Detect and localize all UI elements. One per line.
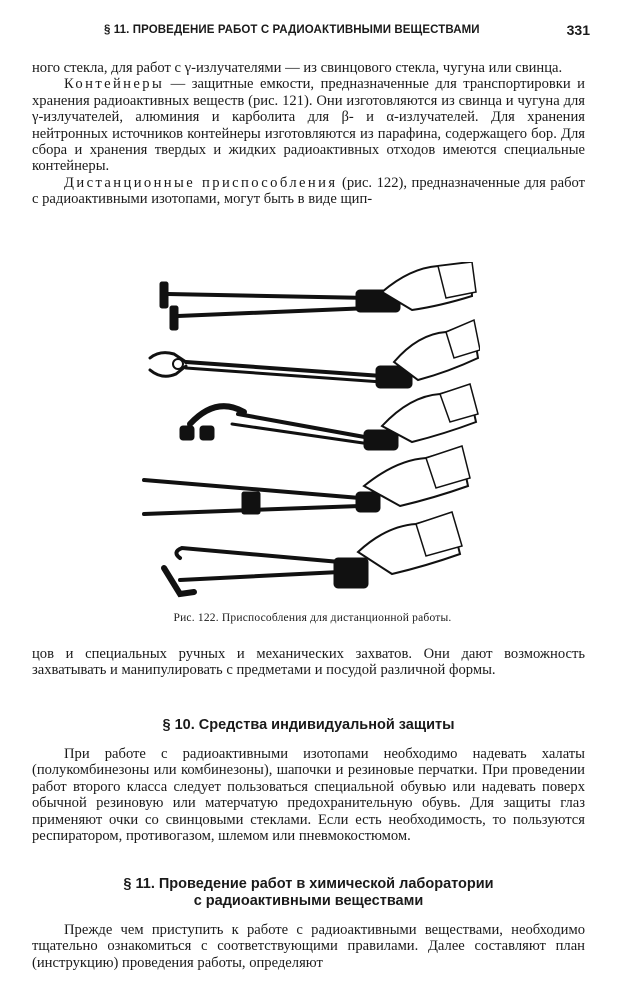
tool-hook-grip bbox=[164, 512, 462, 594]
term-remote-devices: Дистанционные приспособления bbox=[64, 174, 338, 191]
page-header bbox=[32, 22, 590, 42]
tool-tongs-t-jaws bbox=[160, 262, 476, 330]
figure-caption: Рис. 122. Приспособления для дистанционной работы. bbox=[173, 612, 452, 624]
section-11-title-line1: § 11. Проведение работ в химической лаборатории bbox=[123, 876, 494, 892]
term-containers: Контейнеры bbox=[64, 76, 165, 93]
section-11-text bbox=[32, 922, 585, 971]
tool-fork-grip bbox=[150, 320, 480, 388]
tool-ring-clamp bbox=[180, 384, 478, 450]
section-10-text bbox=[32, 746, 585, 844]
paragraph-lab-work: Прежде чем приступить к работе с радиоактивными веществами, необходимо тщательно ознакомиться с соответствующими правилами. Далее составляют план (инструкцию) проведения работы, определяют bbox=[32, 922, 585, 971]
section-10-title: § 10. Средства индивидуальной защиты bbox=[162, 717, 455, 733]
paragraph-glass: ного стекла, для работ с γ-излучателями — из свинцового стекла, чугуна или свинца. bbox=[32, 60, 563, 76]
page-number: 331 bbox=[566, 22, 590, 38]
after-figure-text bbox=[32, 646, 585, 679]
paragraph-remote-devices bbox=[32, 175, 585, 208]
paragraph-grips: цов и специальных ручных и механических захватов. Они дают возможность захватывать и манипулировать с предметами и посудой различной формы. bbox=[32, 646, 585, 679]
top-text bbox=[32, 60, 585, 208]
figure-122 bbox=[120, 262, 480, 610]
remote-devices-text: (рис. 122), предназначенные для работ с радиоактивными изотопами, могут быть в виде щип- bbox=[32, 174, 585, 208]
section-11-title bbox=[32, 876, 585, 910]
containers-text: — защитные емкости, предназначенные для транспортировки и хранения радиоактивных веществ (рис. 121). Они изготовляются из свинца и чугуна для γ-излучателей, алюминия и карболита для β- и α-излучателей. Для хранения нейтронных источников контейнеры изготовляются из парафина, содержащего бор. Для сбора и хранения твердых и жидких радиоактивных отходов имеются специальные контейнеры. bbox=[32, 76, 585, 175]
remote-tools-illustration bbox=[120, 262, 480, 610]
running-head: § 11. ПРОВЕДЕНИЕ РАБОТ С РАДИОАКТИВНЫМИ ВЕЩЕСТВАМИ bbox=[104, 24, 480, 36]
paragraph-containers bbox=[32, 76, 585, 174]
tool-long-tongs bbox=[144, 446, 470, 514]
section-11-title-line2: с радиоактивными веществами bbox=[193, 893, 424, 909]
paragraph-protection: При работе с радиоактивными изотопами необходимо надевать халаты (полукомбинезоны или комбинезоны), шапочки и резиновые перчатки. При проведении работ второго класса следует пользоваться специальной обувью или надевать поверх обычной резиновую или матерчатую предохранительную обувь. Для защиты глаз применяют очки со свинцовыми стеклами. Если есть необходимость, то пользуются респиратором, противогазом, шлемом или пневмокостюмом. bbox=[32, 746, 585, 845]
